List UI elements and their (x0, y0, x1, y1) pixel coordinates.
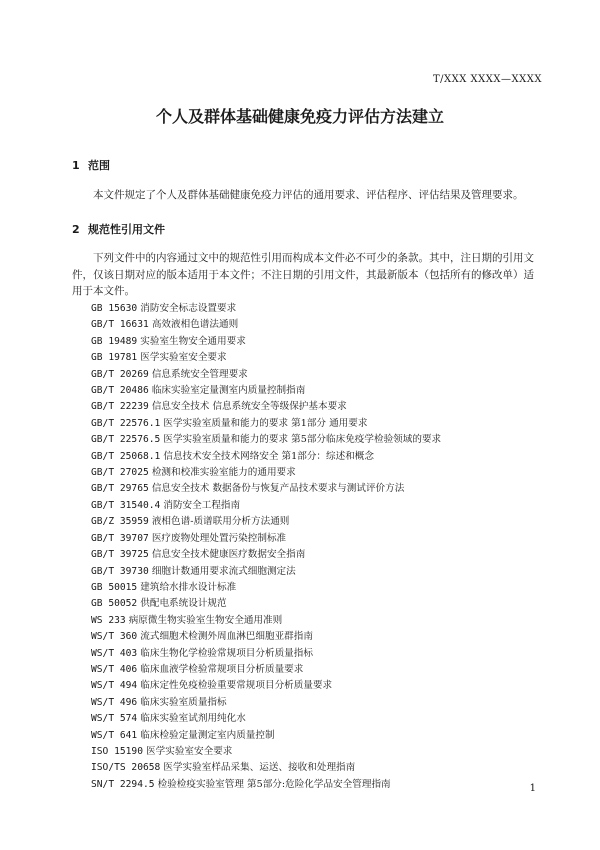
reference-code: GB/T 39725 (91, 549, 149, 561)
reference-code: GB/T 20486 (91, 385, 149, 397)
page-number: 1 (529, 783, 536, 794)
reference-title: 消防安全工程指南 (163, 499, 241, 511)
reference-item (91, 744, 441, 760)
reference-code: GB/T 25068.1 (91, 450, 161, 462)
reference-item (91, 383, 441, 399)
reference-title: 实验室生物安全通用要求 (140, 335, 246, 347)
reference-item (91, 416, 441, 432)
section-title: 范围 (88, 159, 110, 172)
reference-title: 临床实验室质量指标 (140, 696, 227, 708)
reference-item (91, 547, 441, 563)
reference-code: GB/T 27025 (91, 467, 149, 479)
reference-code: WS/T 403 (91, 647, 138, 659)
reference-title: 医学实验室质量和能力的要求 第5部分临床免疫学检验领域的要求 (163, 434, 442, 446)
reference-title: 细胞计数通用要求流式细胞测定法 (151, 565, 296, 577)
section-heading-normative-references (72, 221, 165, 237)
section-title: 规范性引用文件 (88, 223, 165, 236)
reference-code: WS/T 496 (91, 696, 138, 708)
reference-item (91, 596, 441, 612)
reference-item (91, 350, 441, 366)
reference-title: 医学实验室样品采集、运送、接收和处理指南 (163, 762, 356, 774)
reference-code: GB/T 31540.4 (91, 499, 161, 511)
reference-code: SN/T 2294.5 (91, 778, 155, 790)
reference-title: 信息安全技术 数据备份与恢复产品技术要求与测试评价方法 (151, 483, 405, 495)
reference-code: GB/Z 35959 (91, 516, 149, 528)
reference-title: 病原微生物实验室生物安全通用准则 (128, 614, 283, 626)
reference-code: GB/T 29765 (91, 483, 149, 495)
reference-title: 临床生物化学检验常规项目分析质量指标 (140, 647, 313, 659)
reference-title: 信息技术安全技术网络安全 第1部分：综述和概念 (163, 450, 374, 462)
reference-item (91, 580, 441, 596)
reference-item (91, 449, 441, 465)
reference-item (91, 564, 441, 580)
reference-title: 信息系统安全管理要求 (151, 368, 248, 380)
reference-item (91, 334, 441, 350)
document-title: 个人及群体基础健康免疫力评估方法建立 (155, 107, 444, 126)
reference-item (91, 760, 441, 776)
reference-title: 信息安全技术健康医疗数据安全指南 (151, 549, 306, 561)
reference-item (91, 777, 441, 793)
reference-item (91, 399, 441, 415)
reference-code: GB/T 22576.5 (91, 434, 161, 446)
reference-item (91, 662, 441, 678)
reference-item (91, 498, 441, 514)
reference-item (91, 481, 441, 497)
reference-title: 临床实验室定量测室内质量控制指南 (151, 385, 306, 397)
reference-code: GB 19489 (91, 335, 138, 347)
reference-code: GB/T 22239 (91, 401, 149, 413)
reference-code: GB 50015 (91, 581, 138, 593)
reference-title: 医学实验室安全要求 (146, 745, 233, 757)
reference-item (91, 432, 441, 448)
reference-item (91, 317, 441, 333)
reference-item (91, 531, 441, 547)
reference-title: 临床检验定量测定室内质量控制 (140, 729, 275, 741)
reference-code: GB 19781 (91, 352, 138, 364)
section-heading-scope (72, 157, 110, 173)
reference-title: 供配电系统设计规范 (140, 598, 227, 610)
reference-code: WS/T 494 (91, 680, 138, 692)
reference-title: 建筑给水排水设计标准 (140, 581, 237, 593)
reference-item (91, 711, 441, 727)
reference-code: ISO/TS 20658 (91, 762, 161, 774)
reference-code: WS/T 641 (91, 729, 138, 741)
reference-code: WS/T 574 (91, 713, 138, 725)
reference-code: ISO 15190 (91, 745, 143, 757)
section-number: 1 (72, 159, 80, 172)
reference-title: 临床实验室试剂用纯化水 (140, 713, 246, 725)
reference-code: GB/T 16631 (91, 319, 149, 331)
reference-title: 流式细胞术检测外周血淋巴细胞亚群指南 (140, 631, 313, 643)
reference-item (91, 629, 441, 645)
reference-item (91, 465, 441, 481)
reference-code: GB 15630 (91, 303, 138, 314)
reference-item (91, 613, 441, 629)
reference-item (91, 695, 441, 711)
reference-item (91, 514, 441, 530)
reference-item (91, 367, 441, 383)
reference-title: 临床血液学检验常规项目分析质量要求 (140, 663, 304, 675)
reference-item (91, 728, 441, 744)
reference-code: GB/T 22576.1 (91, 417, 161, 429)
scope-paragraph: 本文件规定了个人及群体基础健康免疫力评估的通用要求、评估程序、评估结果及管理要求。 (93, 189, 524, 201)
reference-code: WS/T 360 (91, 631, 138, 643)
reference-code: GB/T 20269 (91, 368, 149, 380)
reference-code: WS/T 406 (91, 663, 138, 675)
reference-title: 消防安全标志设置要求 (140, 303, 237, 314)
section-number: 2 (72, 223, 80, 236)
reference-title: 医学实验室安全要求 (140, 352, 227, 364)
reference-title: 高效液相色谱法通则 (151, 319, 239, 331)
reference-code: GB/T 39707 (91, 532, 149, 544)
reference-title: 液相色谱-质谱联用分析方法通则 (151, 516, 290, 528)
references-intro-paragraph: 下列文件中的内容通过文中的规范性引用而构成本文件必不可少的条款。其中，注日期的引用文件，仅该日期对应的版本适用于本文件；不注日期的引用文件，其最新版本（包括所有的修改单）适用于本文件。 (72, 252, 534, 297)
reference-item (91, 646, 441, 662)
document-code: T/XXX XXXX—XXXX (432, 74, 542, 85)
reference-code: GB/T 39730 (91, 565, 149, 577)
reference-title: 检验检疫实验室管理 第5部分:危险化学品安全管理指南 (157, 778, 391, 790)
reference-title: 医学实验室质量和能力的要求 第1部分 通用要求 (163, 417, 368, 429)
reference-title: 医疗废物处理处置污染控制标准 (151, 532, 287, 544)
reference-code: GB 50052 (91, 598, 138, 610)
reference-code: WS 233 (91, 614, 126, 626)
reference-title: 信息安全技术 信息系统安全等级保护基本要求 (151, 401, 347, 413)
reference-title: 临床定性免疫检验重要常规项目分析质量要求 (140, 680, 333, 692)
reference-list (91, 301, 441, 793)
reference-item (91, 678, 441, 694)
reference-title: 检测和校准实验室能力的通用要求 (151, 467, 296, 479)
reference-item (91, 301, 441, 317)
